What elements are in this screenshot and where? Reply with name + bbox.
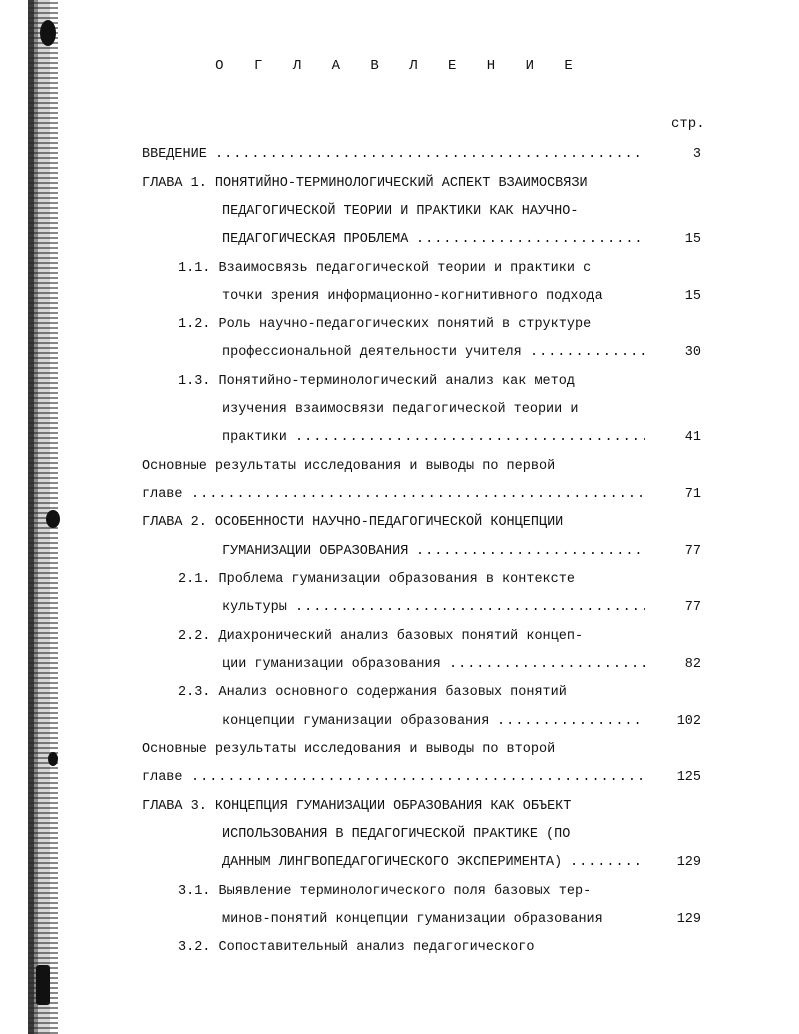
toc-entry-text: ГЛАВА 1. ПОНЯТИЙНО-ТЕРМИНОЛОГИЧЕСКИЙ АСПЕКТ ВЗАИМОСВЯЗИ [142,176,588,191]
toc-entry-text: ГЛАВА 3. КОНЦЕПЦИЯ ГУМАНИЗАЦИИ ОБРАЗОВАНИЯ КАК ОБЪЕКТ [142,799,572,814]
toc-entry-text: практики [222,430,287,445]
toc-entry-text: концепции гуманизации образования [222,714,490,729]
toc-entry-text: 1.1. Взаимосвязь педагогической теории и практики с [178,261,592,276]
toc-page-number: 82 [684,657,701,672]
scan-mark [40,20,56,46]
toc-page-number: 129 [676,912,701,927]
toc-page-number: 125 [676,770,701,785]
toc-page-number: 102 [676,714,701,729]
toc-entry-text: ИСПОЛЬЗОВАНИЯ В ПЕДАГОГИЧЕСКОЙ ПРАКТИКЕ (ПО [222,827,571,842]
toc-entry-text: Основные результаты исследования и выводы по первой [142,459,556,474]
toc-page-number: 77 [684,600,701,615]
toc-line [0,484,799,506]
toc-line [0,682,799,704]
toc-page-number: 129 [676,855,701,870]
toc-entry-text: 3.1. Выявление терминологического поля базовых тер- [178,884,592,899]
toc-page-number: 41 [684,430,701,445]
toc-line [0,796,799,818]
toc-entry-text: главе [142,770,183,785]
toc-leader-dots [416,541,645,563]
toc-leader-dots [191,484,645,506]
toc-line [0,852,799,874]
toc-leader-dots [215,144,645,166]
toc-entry-text: изучения взаимосвязи педагогической теории и [222,402,579,417]
toc-page-number: 3 [692,147,701,162]
toc-heading: О Г Л А В Л Е Н И Е [215,58,584,74]
toc-leader-dots [449,654,645,676]
toc-entry-text: 1.2. Роль научно-педагогических понятий в структуре [178,317,592,332]
toc-line [0,342,799,364]
toc-leader-dots [570,852,645,874]
toc-entry-text: минов-понятий концепции гуманизации образования [222,912,603,927]
toc-entry-text: ГУМАНИЗАЦИИ ОБРАЗОВАНИЯ [222,544,409,559]
toc-entry-text: ПЕДАГОГИЧЕСКОЙ ТЕОРИИ И ПРАКТИКИ КАК НАУЧНО- [222,204,579,219]
toc-leader-dots [530,342,645,364]
toc-entry-text: ции гуманизации образования [222,657,441,672]
toc-line [0,937,799,959]
toc-leader-dots [416,229,645,251]
toc-line [0,286,799,308]
toc-line [0,512,799,534]
toc-line [0,314,799,336]
toc-page-number: 30 [684,345,701,360]
toc-line [0,711,799,733]
scan-mark [36,965,50,1005]
toc-page-number: 15 [684,232,701,247]
toc-entry-text: ДАННЫМ ЛИНГВОПЕДАГОГИЧЕСКОГО ЭКСПЕРИМЕНТА) [222,855,563,870]
toc-line [0,824,799,846]
toc-line [0,399,799,421]
toc-entry-text: ГЛАВА 2. ОСОБЕННОСТИ НАУЧНО-ПЕДАГОГИЧЕСКОЙ КОНЦЕПЦИИ [142,515,564,530]
toc-entry-text: Основные результаты исследования и выводы по второй [142,742,556,757]
toc-entry-text: культуры [222,600,287,615]
toc-line [0,229,799,251]
toc-line [0,739,799,761]
toc-line [0,144,799,166]
toc-leader-dots [191,767,645,789]
toc-page-number: 15 [684,289,701,304]
toc-line [0,371,799,393]
toc-line [0,541,799,563]
toc-entry-text: 2.3. Анализ основного содержания базовых понятий [178,685,567,700]
toc-line [0,909,799,931]
toc-line [0,569,799,591]
toc-entry-text: 2.1. Проблема гуманизации образования в контексте [178,572,575,587]
toc-leader-dots [295,427,645,449]
toc-line [0,173,799,195]
toc-page-number: 71 [684,487,701,502]
toc-entry-text: 3.2. Сопоставительный анализ педагогического [178,940,535,955]
toc-leader-dots [497,711,645,733]
toc-page-number: 77 [684,544,701,559]
toc-entry-text: ПЕДАГОГИЧЕСКАЯ ПРОБЛЕМА [222,232,409,247]
toc-line [0,258,799,280]
toc-line [0,767,799,789]
toc-entry-text: ВВЕДЕНИЕ [142,147,207,162]
toc-line [0,201,799,223]
toc-entry-text: точки зрения информационно-когнитивного подхода [222,289,603,304]
toc-entry-text: 1.3. Понятийно-терминологический анализ как метод [178,374,575,389]
toc-leader-dots [295,597,645,619]
toc-line [0,881,799,903]
toc-line [0,626,799,648]
toc-entry-text: профессиональной деятельности учителя [222,345,522,360]
toc-entry-text: главе [142,487,183,502]
toc-line [0,456,799,478]
page-column-label: стр. [671,116,705,132]
toc-entry-text: 2.2. Диахронический анализ базовых понятий концеп- [178,629,584,644]
toc-line [0,597,799,619]
toc-line [0,427,799,449]
toc-line [0,654,799,676]
